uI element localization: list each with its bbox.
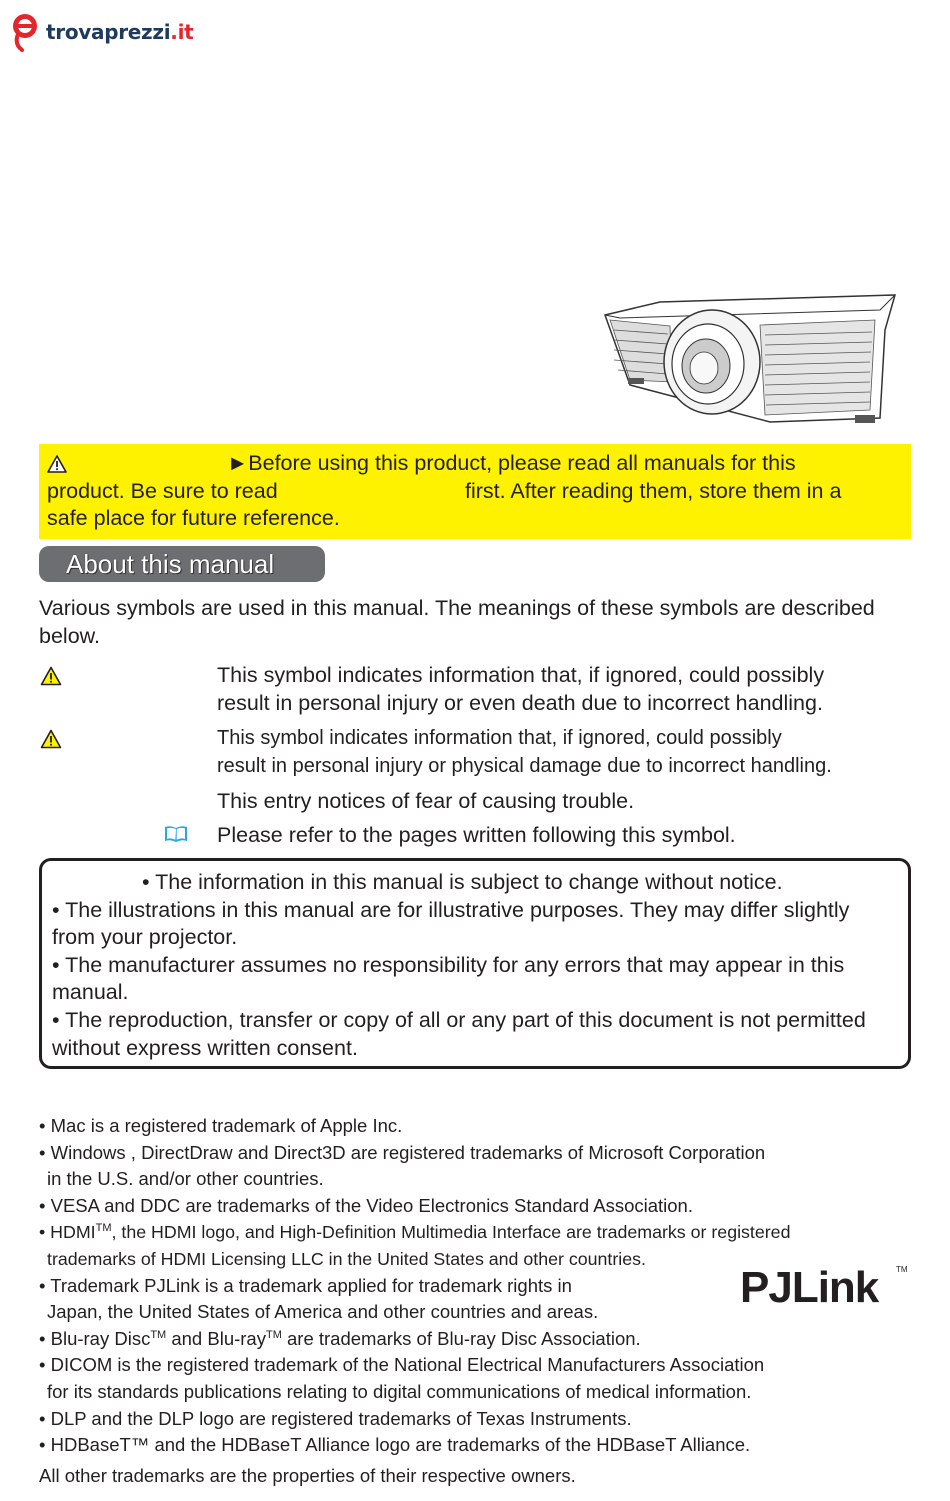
- trademark-pjlink: • Trademark PJLink is a trademark applied for trademark rights in: [39, 1274, 572, 1296]
- projector-illustration: [600, 290, 900, 430]
- trademark-bluray: • Blu-ray Disc™ and Blu-ray™ are trademarks of Blu-ray Disc Association.: [39, 1327, 641, 1349]
- pjlink-tm: TM: [896, 1265, 908, 1274]
- trovaprezzi-logo[interactable]: [10, 12, 193, 52]
- notice-item: • The illustrations in this manual are for illustrative purposes. They may differ slightly from your projector.: [52, 897, 850, 950]
- price-tag-icon: [10, 12, 40, 52]
- trademark-dicom-cont: for its standards publications relating to digital communications of medical information.: [47, 1380, 752, 1402]
- trademark-dicom: • DICOM is the registered trademark of the National Electrical Manufacturers Association: [39, 1354, 765, 1376]
- trademark-mac: • Mac is a registered trademark of Apple Inc.: [39, 1115, 403, 1136]
- trademark-hdmi-cont: trademarks of HDMI Licensing LLC in the United States and other countries.: [47, 1248, 646, 1269]
- section-header: About this manual: [39, 546, 325, 582]
- pjlink-logo-text: PJLink: [740, 1263, 879, 1310]
- banner-line-2: [47, 478, 903, 506]
- trademark-vesa: • VESA and DDC are trademarks of the Video Electronics Standard Association.: [39, 1194, 693, 1216]
- trademark-pjlink-cont: Japan, the United States of America and other countries and areas.: [47, 1301, 599, 1323]
- pjlink-logo: [740, 1262, 910, 1310]
- banner-text-2a: product. Be sure to read: [47, 478, 278, 503]
- owners-statement: All other trademarks are the properties of their respective owners.: [39, 1465, 576, 1486]
- symbol-reference-desc: Please refer to the pages written following this symbol.: [217, 823, 736, 847]
- warning-banner: [39, 444, 911, 539]
- logo-wordmark: trovaprezzi.it: [46, 20, 194, 44]
- notice-item: • The information in this manual is subject to change without notice.: [142, 870, 783, 894]
- banner-line-1: [47, 450, 903, 478]
- banner-text-3: safe place for future reference.: [47, 506, 340, 530]
- notice-box: [39, 858, 911, 1069]
- trademark-dlp: • DLP and the DLP logo are registered trademarks of Texas Instruments.: [39, 1407, 632, 1429]
- banner-text-1: ►Before using this product, please read all manuals for this: [227, 451, 796, 475]
- book-icon: [163, 824, 189, 844]
- warning-triangle-icon: [47, 455, 67, 473]
- warning-triangle-icon: [40, 666, 62, 686]
- symbol-caution-desc: [217, 724, 937, 780]
- trademark-windows-cont: in the U.S. and/or other countries.: [47, 1168, 324, 1190]
- caution-triangle-icon: [40, 729, 62, 749]
- symbol-text: This symbol indicates information that, if ignored, could possibly: [217, 727, 782, 749]
- trademark-hdmi: • HDMI™, the HDMI logo, and High-Definition Multimedia Interface are trademarks or registered: [39, 1222, 791, 1243]
- symbol-warning-desc: [217, 661, 917, 717]
- notice-item: • The reproduction, transfer or copy of all or any part of this document is not permitted without express written consent.: [52, 1007, 866, 1060]
- trademark-windows: • Windows , DirectDraw and Direct3D are registered trademarks of Microsoft Corporation: [39, 1141, 766, 1163]
- intro-paragraph: Various symbols are used in this manual. The meanings of these symbols are described below.: [39, 596, 875, 648]
- trademark-hdbaset: • HDBaseT™ and the HDBaseT Alliance logo are trademarks of the HDBaseT Alliance.: [39, 1434, 751, 1456]
- notice-item: • The manufacturer assumes no responsibility for any errors that may appear in this manual.: [52, 952, 845, 1005]
- symbol-text: This symbol indicates information that, if ignored, could possibly: [217, 663, 825, 687]
- symbol-text: result in personal injury or even death due to incorrect handling.: [217, 691, 823, 715]
- banner-text-2b: first. After reading them, store them in a: [465, 478, 842, 503]
- banner-line-3: [47, 505, 903, 533]
- symbol-text: result in personal injury or physical damage due to incorrect handling.: [217, 755, 832, 777]
- symbol-notice-desc: This entry notices of fear of causing trouble.: [217, 789, 635, 813]
